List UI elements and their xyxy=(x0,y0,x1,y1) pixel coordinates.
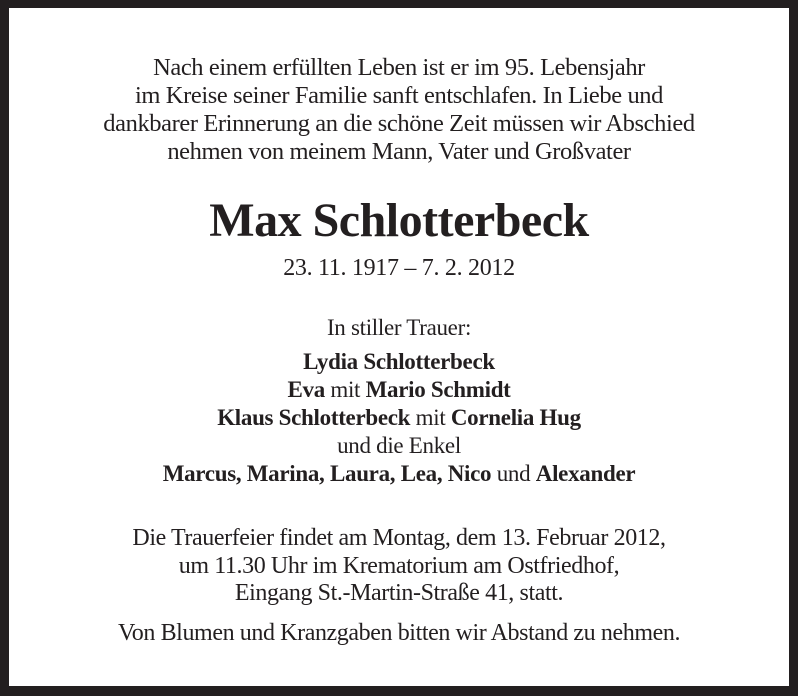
intro-line: dankbarer Erinnerung an die schöne Zeit müssen wir Abschied xyxy=(103,110,695,137)
mourners-list xyxy=(9,348,789,488)
deceased-name: Max Schlotterbeck xyxy=(209,194,589,247)
service-line: Die Trauerfeier findet am Montag, dem 13. Februar 2012, xyxy=(132,525,666,551)
intro-line: Nach einem erfüllten Leben ist er im 95. Lebensjahr xyxy=(153,54,645,81)
mourner-name: Cornelia Hug xyxy=(450,405,581,430)
grandchildren-label: und die Enkel xyxy=(337,433,461,458)
obituary-notice xyxy=(9,8,789,686)
life-dates: 23. 11. 1917 – 7. 2. 2012 xyxy=(283,255,515,281)
mourner-name: Alexander xyxy=(535,461,636,486)
mourner-line xyxy=(9,460,789,488)
grandchildren-names: Marcus, Marina, Laura, Lea, Nico xyxy=(162,461,492,486)
mourner-name: Klaus Schlotterbeck xyxy=(217,405,411,430)
mourner-name: Lydia Schlotterbeck xyxy=(303,349,495,374)
mourner-line xyxy=(9,404,789,432)
intro-paragraph xyxy=(9,54,789,166)
mourner-name: Mario Schmidt xyxy=(365,377,511,402)
connector-text: mit xyxy=(330,377,361,402)
mourner-line xyxy=(9,376,789,404)
mourner-line xyxy=(9,432,789,460)
flowers-note: Von Blumen und Kranzgaben bitten wir Abstand zu nehmen. xyxy=(117,620,681,646)
intro-line: nehmen von meinem Mann, Vater und Großvater xyxy=(167,138,631,165)
intro-line: im Kreise seiner Familie sanft entschlafen. In Liebe und xyxy=(135,82,663,109)
service-line: um 11.30 Uhr im Krematorium am Ostfriedhof, xyxy=(178,552,620,579)
connector-text: und xyxy=(496,461,531,486)
mourner-name: Eva xyxy=(287,377,325,402)
connector-text: mit xyxy=(415,405,446,430)
service-line: Eingang St.-Martin-Straße 41, statt. xyxy=(234,580,564,606)
mourner-line xyxy=(9,348,789,376)
mourning-label: In stiller Trauer: xyxy=(326,315,472,340)
service-details xyxy=(9,525,789,608)
